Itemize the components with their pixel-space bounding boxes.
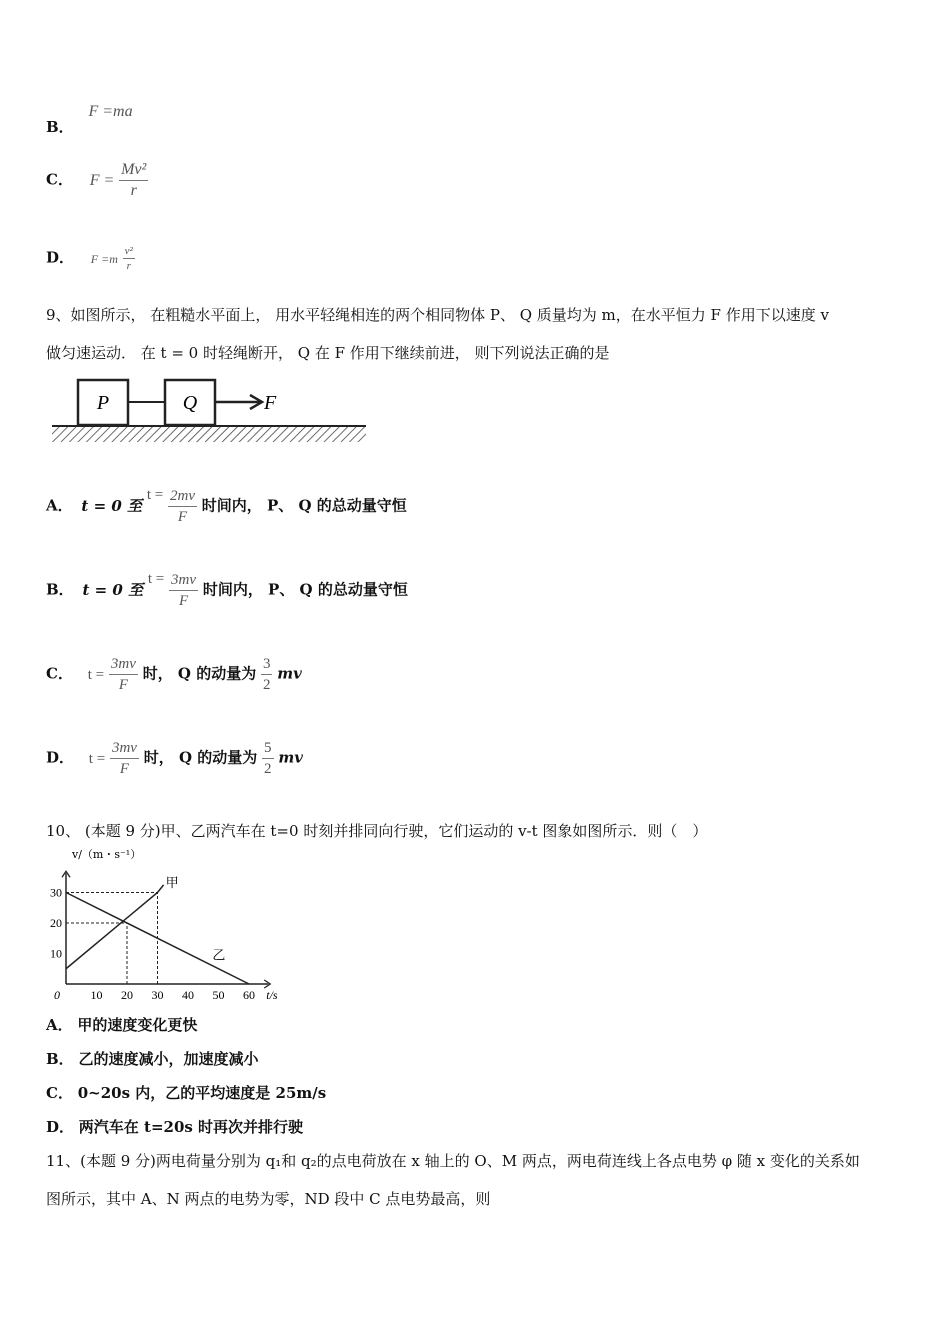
numerator: 3mv: [109, 654, 138, 675]
numerator: 2mv: [168, 486, 197, 507]
vt-chart: [44, 846, 304, 1004]
x-tick-label: 30: [151, 988, 164, 1002]
denominator: F: [177, 509, 188, 525]
y-tick-label: 20: [50, 916, 62, 930]
y-tick-label: 10: [50, 946, 62, 961]
series-line-jia: [66, 885, 164, 969]
series-label-yi: 乙: [212, 948, 226, 964]
formula-lhs: t =: [87, 666, 105, 683]
denominator: F: [119, 761, 130, 777]
q9-stem-line1: 9、如图所示， 在粗糙水平面上， 用水平轻绳相连的两个相同物体 P、 Q 质量均为 m，在水平恒力 F 作用下以速度 v: [46, 306, 829, 324]
momentum-unit: mv: [278, 748, 303, 767]
q10-option-d: [46, 1116, 303, 1137]
formula-lhs: F =: [89, 171, 115, 189]
denominator: F: [118, 677, 128, 693]
y-axis-label: v/（m・s⁻¹）: [72, 848, 142, 861]
fraction: [119, 160, 148, 201]
option-label: D．: [46, 248, 75, 267]
x-tick-label: 20: [121, 988, 133, 1002]
x-axis-label: t/s: [266, 988, 278, 1002]
q9-figure: [50, 376, 370, 448]
numerator: v²: [124, 245, 133, 257]
x-tick-label: 10: [90, 988, 103, 1002]
x-tick-label: 40: [182, 988, 194, 1002]
option-label: A．: [46, 496, 73, 515]
block-q-label: Q: [182, 392, 198, 414]
q8-option-d: [46, 244, 135, 273]
option-text: 乙的速度减小，加速度减小: [78, 1050, 259, 1068]
numerator: 3mv: [110, 738, 139, 759]
x-tick-label: 50: [212, 988, 225, 1002]
numerator: Mv²: [119, 160, 148, 181]
numerator: 3: [261, 654, 273, 675]
formula-lhs: F =m: [90, 251, 118, 266]
option-label: B．: [46, 580, 74, 599]
q10-option-c: [46, 1082, 326, 1103]
formula-lhs: t =: [146, 486, 164, 503]
momentum-unit: mv: [277, 664, 302, 683]
option-label: A．: [46, 1016, 73, 1034]
fraction: [110, 738, 139, 779]
option-label: D．: [46, 1118, 75, 1136]
q10-option-b: [46, 1048, 258, 1069]
formula-lhs: t =: [147, 570, 165, 587]
rough-surface: [52, 426, 366, 442]
denominator: 2: [264, 761, 272, 777]
block-p-label: P: [96, 392, 110, 414]
x-tick-label: 60: [243, 988, 255, 1002]
option-text: 时间内， P、 Q 的总动量守恒: [202, 580, 408, 599]
origin-label: 0: [54, 988, 60, 1002]
denominator: r: [130, 182, 137, 199]
fraction: [123, 244, 135, 273]
fraction: [169, 570, 198, 611]
option-label: B．: [46, 1050, 74, 1068]
y-tick-label: 30: [50, 885, 62, 900]
option-text: 时， Q 的动量为: [142, 664, 257, 683]
q11-stem-line2: 图所示，其中 A、N 两点的电势为零，ND 段中 C 点电势最高，则: [46, 1190, 491, 1208]
fraction: [168, 486, 197, 527]
q8-option-c: [46, 160, 148, 201]
numerator: 3mv: [169, 570, 198, 591]
fraction: [109, 654, 138, 695]
formula-lhs: t =: [88, 750, 106, 767]
q10-option-a: [46, 1014, 197, 1035]
time-start: t = 0 至: [81, 496, 143, 515]
momentum-fraction: [261, 654, 273, 695]
q8-option-b: [46, 100, 133, 136]
force-label: F: [264, 392, 277, 414]
option-text: 两汽车在 t=20s 时再次并排行驶: [78, 1118, 304, 1136]
option-text: 0~20s 内，乙的平均速度是 25m/s: [77, 1084, 327, 1102]
q9-stem-line2: 做匀速运动． 在 t = 0 时轻绳断开， Q 在 F 作用下继续前进， 则下列说法正确的是: [46, 344, 610, 362]
option-text: 甲的速度变化更快: [77, 1016, 198, 1034]
option-label: C．: [46, 170, 73, 189]
series-label-jia: 甲: [165, 875, 179, 891]
q11-stem-line1: 11、(本题 9 分)两电荷量分别为 q₁和 q₂的点电荷放在 x 轴上的 O、M 两点，两电荷连线上各点电势 φ 随 x 变化的关系如: [46, 1152, 860, 1170]
q9-option-d: [46, 738, 303, 779]
time-start: t = 0 至: [82, 580, 144, 599]
option-label: B．: [46, 118, 74, 136]
denominator: F: [178, 593, 189, 609]
q9-option-b: [46, 570, 408, 611]
denominator: 2: [262, 677, 271, 693]
q9-option-a: [46, 486, 407, 527]
numerator: 5: [262, 738, 274, 759]
momentum-fraction: [262, 738, 274, 779]
option-text: 时间内， P、 Q 的总动量守恒: [201, 496, 407, 515]
q9-option-c: [46, 654, 302, 695]
option-text: 时， Q 的动量为: [143, 748, 258, 767]
option-label: C．: [46, 664, 73, 683]
q10-stem: 10、 (本题 9 分)甲、乙两汽车在 t=0 时刻并排同向行驶，它们运动的 v-t 图象如图所示．则（ ）: [46, 822, 708, 840]
option-label: D．: [46, 748, 75, 767]
formula: F =ma: [88, 103, 133, 120]
option-label: C．: [46, 1084, 73, 1102]
denominator: r: [126, 260, 131, 272]
